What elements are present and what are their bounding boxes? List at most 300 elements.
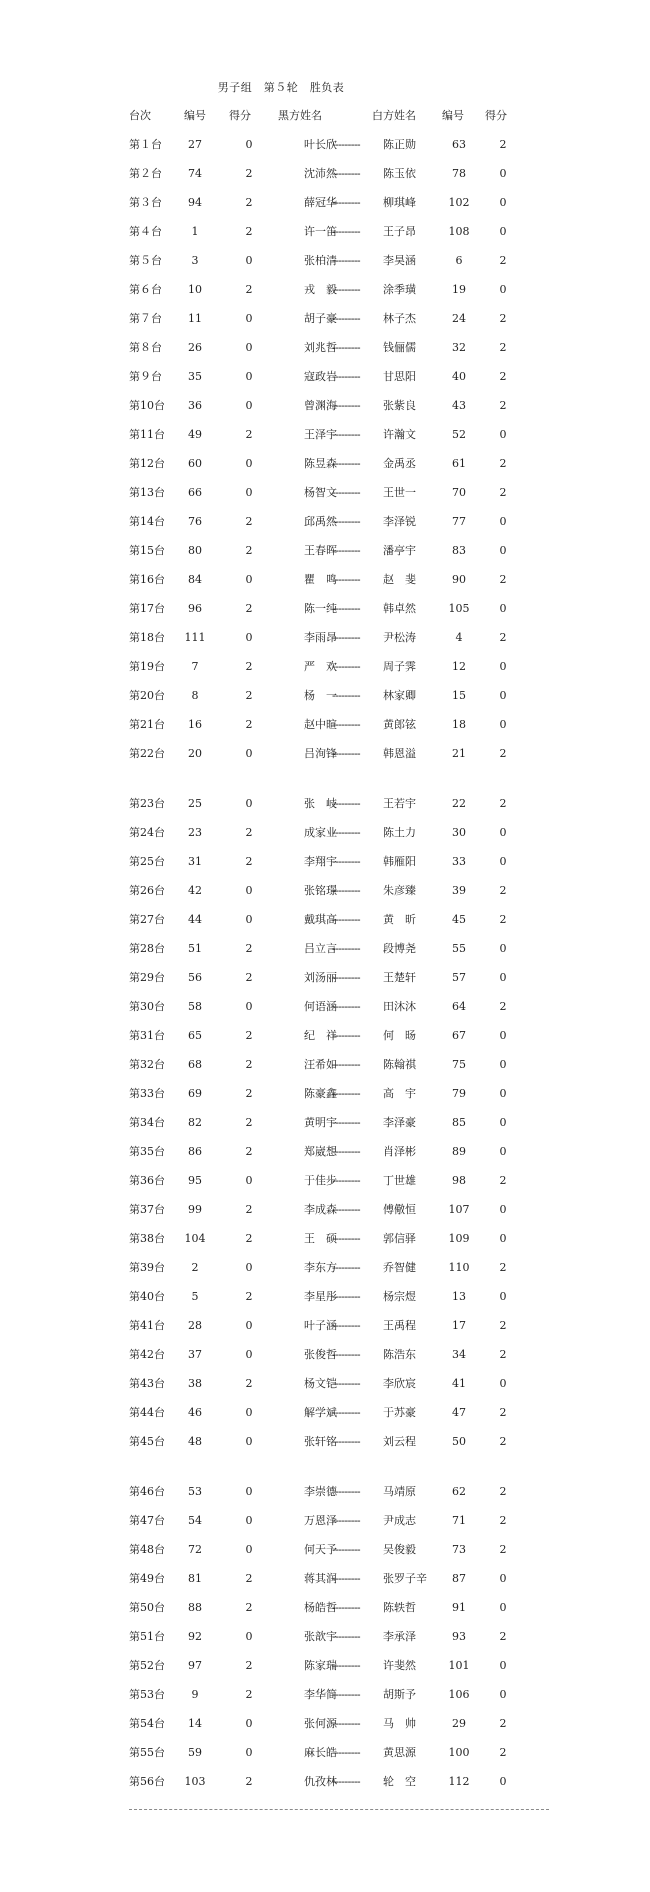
cell-black-no-text: 84 [188, 573, 202, 586]
cell-connector [332, 1572, 376, 1586]
cell-black-name: 沈沛然 [304, 167, 337, 180]
cell-connector [332, 1174, 376, 1188]
page-title: 男子组 第５轮 胜负表 [217, 81, 345, 94]
cell-connector [332, 1659, 376, 1673]
cell-connector-text: --------- [332, 1261, 361, 1274]
cell-connector-text: --------- [332, 1572, 361, 1585]
cell-black-no-text: 44 [188, 913, 202, 926]
cell-white-name: 金禹丞 [383, 457, 416, 470]
cell-black-score-text: 2 [245, 544, 253, 557]
cell-white-score-text: 0 [499, 1290, 507, 1303]
cell-white-score-text: 0 [499, 1688, 507, 1701]
cell-white-no-text: 67 [452, 1029, 466, 1042]
cell-board: 第２台 [129, 167, 162, 180]
cell-black-score-text: 2 [245, 689, 253, 702]
cell-black-score-text: 2 [245, 942, 253, 955]
cell-connector [332, 1319, 376, 1333]
cell-white-no-text: 71 [452, 1514, 466, 1527]
cell-board: 第８台 [129, 341, 162, 354]
cell-black-no-text: 111 [184, 631, 206, 644]
cell-connector-text: --------- [332, 718, 361, 731]
cell-white-no-text: 77 [452, 515, 466, 528]
cell-white-name: 尹成志 [383, 1514, 416, 1527]
cell-black-score-text: 2 [245, 1029, 253, 1042]
cell-connector-text: --------- [332, 855, 361, 868]
cell-black-no-text: 10 [188, 283, 202, 296]
cell-black-name: 麻长皓 [304, 1746, 337, 1759]
cell-black-name: 杨文铠 [304, 1377, 337, 1390]
cell-connector-text: --------- [332, 797, 361, 810]
cell-white-name: 马靖原 [383, 1485, 416, 1498]
cell-connector [332, 225, 376, 239]
cell-board: 第36台 [129, 1174, 165, 1187]
cell-board: 第10台 [129, 399, 165, 412]
cell-connector-text: --------- [332, 660, 361, 673]
cell-connector [332, 1775, 376, 1789]
cell-black-score-text: 0 [245, 797, 253, 810]
cell-connector-text: --------- [332, 428, 361, 441]
cell-white-name: 黄 昕 [383, 913, 416, 926]
cell-connector [332, 1514, 376, 1528]
cell-white-name: 段博尧 [383, 942, 416, 955]
cell-connector-text: --------- [332, 312, 361, 325]
cell-black-name: 何语涵 [304, 1000, 337, 1013]
cell-connector-text: --------- [332, 913, 361, 926]
cell-connector-text: --------- [332, 602, 361, 615]
cell-black-score-text: 2 [245, 826, 253, 839]
cell-white-score-text: 0 [499, 689, 507, 702]
cell-connector [332, 631, 376, 645]
cell-white-score-text: 2 [499, 399, 507, 412]
cell-black-no-text: 58 [188, 1000, 202, 1013]
cell-board: 第22台 [129, 747, 165, 760]
cell-black-no-text: 56 [188, 971, 202, 984]
cell-connector-text: --------- [332, 515, 361, 528]
cell-white-score-text: 2 [499, 1261, 507, 1274]
cell-white-name: 高 宇 [383, 1087, 416, 1100]
cell-white-score-text: 0 [499, 428, 507, 441]
cell-white-name: 柳琪峰 [383, 196, 416, 209]
cell-black-score-text: 2 [245, 1058, 253, 1071]
cell-connector-text: --------- [332, 1000, 361, 1013]
cell-board: 第16台 [129, 573, 165, 586]
cell-connector [332, 1261, 376, 1275]
cell-white-name: 吴俊毅 [383, 1543, 416, 1556]
cell-white-name: 王若宇 [383, 797, 416, 810]
cell-black-no-text: 1 [191, 225, 199, 238]
cell-connector [332, 428, 376, 442]
cell-black-score-text: 2 [245, 1087, 253, 1100]
cell-black-name: 瞿 鸣 [304, 573, 337, 586]
cell-white-score-text: 2 [499, 631, 507, 644]
cell-white-name: 丁世雄 [383, 1174, 416, 1187]
cell-white-no-text: 52 [452, 428, 466, 441]
cell-connector [332, 1630, 376, 1644]
cell-board: 第４台 [129, 225, 162, 238]
cell-connector [332, 515, 376, 529]
cell-black-name: 蒋其润 [304, 1572, 337, 1585]
cell-white-score-text: 2 [499, 486, 507, 499]
cell-black-name: 张俊哲 [304, 1348, 337, 1361]
cell-black-name: 胡子豪 [304, 312, 337, 325]
cell-black-score-text: 0 [245, 399, 253, 412]
cell-black-score-text: 2 [245, 1377, 253, 1390]
cell-black-no-text: 28 [188, 1319, 202, 1332]
cell-black-no-text: 37 [188, 1348, 202, 1361]
cell-white-no-text: 87 [452, 1572, 466, 1585]
cell-connector [332, 1203, 376, 1217]
cell-white-no-text: 78 [452, 167, 466, 180]
cell-board: 第13台 [129, 486, 165, 499]
cell-black-score-text: 2 [245, 602, 253, 615]
cell-connector [332, 747, 376, 761]
cell-black-name: 王 硕 [304, 1232, 337, 1245]
cell-board: 第50台 [129, 1601, 165, 1614]
cell-white-name: 王禹程 [383, 1319, 416, 1332]
cell-white-score-text: 0 [499, 1377, 507, 1390]
header-white-score: 得分 [485, 109, 507, 122]
bottom-divider [129, 1809, 549, 1810]
cell-white-name: 甘思阳 [383, 370, 416, 383]
cell-black-score-text: 2 [245, 1775, 253, 1788]
cell-black-no-text: 82 [188, 1116, 202, 1129]
cell-connector-text: --------- [332, 826, 361, 839]
cell-white-name: 林家卿 [383, 689, 416, 702]
cell-black-name: 李星彤 [304, 1290, 337, 1303]
cell-black-name: 赵中暄 [304, 718, 337, 731]
cell-white-score-text: 0 [499, 971, 507, 984]
cell-board: 第24台 [129, 826, 165, 839]
cell-white-no-text: 75 [452, 1058, 466, 1071]
cell-white-no-text: 13 [452, 1290, 466, 1303]
cell-black-score-text: 0 [245, 1543, 253, 1556]
cell-black-no-text: 65 [188, 1029, 202, 1042]
cell-black-no-text: 48 [188, 1435, 202, 1448]
cell-board: 第54台 [129, 1717, 165, 1730]
cell-connector-text: --------- [332, 1746, 361, 1759]
cell-white-no-text: 40 [452, 370, 466, 383]
cell-connector-text: --------- [332, 1232, 361, 1245]
cell-board: 第14台 [129, 515, 165, 528]
cell-black-score-text: 0 [245, 913, 253, 926]
cell-white-name: 张罗子辛 [383, 1572, 427, 1585]
cell-white-score-text: 2 [499, 254, 507, 267]
cell-connector [332, 1435, 376, 1449]
cell-black-name: 李崇德 [304, 1485, 337, 1498]
cell-white-score-text: 2 [499, 370, 507, 383]
cell-board: 第38台 [129, 1232, 165, 1245]
cell-white-score-text: 0 [499, 855, 507, 868]
cell-white-score-text: 0 [499, 1601, 507, 1614]
cell-black-score-text: 0 [245, 1485, 253, 1498]
cell-white-no-text: 89 [452, 1145, 466, 1158]
cell-white-name: 尹松涛 [383, 631, 416, 644]
cell-black-no-text: 99 [188, 1203, 202, 1216]
cell-board: 第20台 [129, 689, 165, 702]
cell-black-score-text: 0 [245, 1348, 253, 1361]
cell-black-no-text: 26 [188, 341, 202, 354]
cell-connector [332, 457, 376, 471]
cell-connector [332, 942, 376, 956]
cell-white-name: 钱俪儒 [383, 341, 416, 354]
cell-white-no-text: 6 [455, 254, 463, 267]
cell-black-no-text: 81 [188, 1572, 202, 1585]
cell-board: 第32台 [129, 1058, 165, 1071]
cell-black-score-text: 0 [245, 312, 253, 325]
cell-white-score-text: 0 [499, 1058, 507, 1071]
cell-white-no-text: 29 [452, 1717, 466, 1730]
cell-black-name: 陈豪鑫 [304, 1087, 337, 1100]
cell-white-no-text: 107 [448, 1203, 470, 1216]
cell-black-name: 于佳步 [304, 1174, 337, 1187]
cell-white-score-text: 2 [499, 1000, 507, 1013]
cell-black-score-text: 2 [245, 1572, 253, 1585]
cell-black-no-text: 7 [191, 660, 199, 673]
cell-black-no-text: 92 [188, 1630, 202, 1643]
cell-white-name: 朱彦臻 [383, 884, 416, 897]
cell-white-name: 王楚轩 [383, 971, 416, 984]
cell-connector [332, 1116, 376, 1130]
cell-board: 第33台 [129, 1087, 165, 1100]
cell-black-name: 李华简 [304, 1688, 337, 1701]
cell-connector-text: --------- [332, 1145, 361, 1158]
cell-connector [332, 1232, 376, 1246]
cell-black-score-text: 0 [245, 1261, 253, 1274]
cell-board: 第42台 [129, 1348, 165, 1361]
cell-connector [332, 1543, 376, 1557]
cell-white-name: 林子杰 [383, 312, 416, 325]
cell-black-score-text: 2 [245, 225, 253, 238]
cell-black-no-text: 80 [188, 544, 202, 557]
cell-black-no-text: 96 [188, 602, 202, 615]
cell-black-score-text: 0 [245, 457, 253, 470]
cell-white-no-text: 33 [452, 855, 466, 868]
cell-connector [332, 196, 376, 210]
cell-white-name: 潘亭宇 [383, 544, 416, 557]
cell-black-no-text: 51 [188, 942, 202, 955]
cell-black-score-text: 0 [245, 1174, 253, 1187]
cell-connector [332, 138, 376, 152]
cell-black-name: 陈一纯 [304, 602, 337, 615]
cell-black-no-text: 76 [188, 515, 202, 528]
cell-board: 第53台 [129, 1688, 165, 1701]
cell-connector-text: --------- [332, 1630, 361, 1643]
cell-connector [332, 370, 376, 384]
cell-black-name: 薛冠华 [304, 196, 337, 209]
cell-black-no-text: 38 [188, 1377, 202, 1390]
cell-white-score-text: 0 [499, 942, 507, 955]
cell-white-score-text: 0 [499, 196, 507, 209]
cell-black-no-text: 31 [188, 855, 202, 868]
cell-board: 第31台 [129, 1029, 165, 1042]
cell-black-name: 仇孜林 [304, 1775, 337, 1788]
cell-black-score-text: 0 [245, 1406, 253, 1419]
cell-white-no-text: 106 [448, 1688, 470, 1701]
cell-board: 第41台 [129, 1319, 165, 1332]
cell-black-score-text: 0 [245, 370, 253, 383]
cell-white-score-text: 0 [499, 602, 507, 615]
cell-board: 第３台 [129, 196, 162, 209]
cell-board: 第29台 [129, 971, 165, 984]
cell-white-no-text: 62 [452, 1485, 466, 1498]
cell-black-score-text: 0 [245, 1514, 253, 1527]
cell-connector [332, 1717, 376, 1731]
cell-black-name: 吕洵锋 [304, 747, 337, 760]
cell-connector-text: --------- [332, 1543, 361, 1556]
cell-connector-text: --------- [332, 225, 361, 238]
cell-connector-text: --------- [332, 283, 361, 296]
cell-white-score-text: 0 [499, 1572, 507, 1585]
cell-black-name: 刘兆哲 [304, 341, 337, 354]
cell-connector-text: --------- [332, 573, 361, 586]
cell-black-name: 许一笛 [304, 225, 337, 238]
cell-white-no-text: 64 [452, 1000, 466, 1013]
cell-black-no-text: 42 [188, 884, 202, 897]
cell-connector-text: --------- [332, 1377, 361, 1390]
cell-black-name: 王泽宇 [304, 428, 337, 441]
cell-white-score-text: 0 [499, 1203, 507, 1216]
cell-black-name: 寇政岩 [304, 370, 337, 383]
cell-black-no-text: 68 [188, 1058, 202, 1071]
cell-connector [332, 1688, 376, 1702]
cell-black-score-text: 2 [245, 718, 253, 731]
cell-board: 第47台 [129, 1514, 165, 1527]
header-white-name: 白方姓名 [372, 109, 416, 122]
cell-board: 第７台 [129, 312, 162, 325]
cell-connector-text: --------- [332, 196, 361, 209]
cell-board: 第48台 [129, 1543, 165, 1556]
cell-white-no-text: 83 [452, 544, 466, 557]
cell-black-score-text: 0 [245, 1435, 253, 1448]
cell-board: 第23台 [129, 797, 165, 810]
cell-white-name: 许瀚文 [383, 428, 416, 441]
cell-connector-text: --------- [332, 884, 361, 897]
cell-white-score-text: 2 [499, 1435, 507, 1448]
cell-board: 第21台 [129, 718, 165, 731]
cell-board: 第44台 [129, 1406, 165, 1419]
cell-connector [332, 1377, 376, 1391]
cell-board: 第27台 [129, 913, 165, 926]
cell-connector [332, 486, 376, 500]
cell-connector-text: --------- [332, 1717, 361, 1730]
cell-connector [332, 1348, 376, 1362]
cell-white-no-text: 50 [452, 1435, 466, 1448]
cell-white-name: 马 帅 [383, 1717, 416, 1730]
header-black-name: 黑方姓名 [278, 109, 322, 122]
cell-connector [332, 167, 376, 181]
cell-white-no-text: 24 [452, 312, 466, 325]
cell-black-name: 杨 一 [304, 689, 337, 702]
cell-white-no-text: 73 [452, 1543, 466, 1556]
cell-white-no-text: 39 [452, 884, 466, 897]
cell-black-no-text: 53 [188, 1485, 202, 1498]
cell-white-name: 李泽锐 [383, 515, 416, 528]
cell-white-name: 李欣宸 [383, 1377, 416, 1390]
cell-white-no-text: 85 [452, 1116, 466, 1129]
cell-black-no-text: 36 [188, 399, 202, 412]
cell-black-no-text: 35 [188, 370, 202, 383]
cell-white-score-text: 2 [499, 1630, 507, 1643]
cell-white-no-text: 112 [448, 1775, 470, 1788]
cell-black-no-text: 23 [188, 826, 202, 839]
cell-white-name: 陈玉依 [383, 167, 416, 180]
cell-connector [332, 1145, 376, 1159]
cell-black-no-text: 95 [188, 1174, 202, 1187]
cell-black-name: 陈昱森 [304, 457, 337, 470]
cell-black-score-text: 0 [245, 486, 253, 499]
cell-white-no-text: 55 [452, 942, 466, 955]
cell-connector [332, 797, 376, 811]
cell-black-no-text: 8 [191, 689, 199, 702]
cell-black-score-text: 2 [245, 428, 253, 441]
cell-board: 第６台 [129, 283, 162, 296]
cell-connector-text: --------- [332, 1659, 361, 1672]
cell-black-score-text: 2 [245, 196, 253, 209]
cell-white-no-text: 79 [452, 1087, 466, 1100]
cell-black-score-text: 2 [245, 1290, 253, 1303]
cell-white-score-text: 2 [499, 457, 507, 470]
cell-black-name: 张何源 [304, 1717, 337, 1730]
cell-connector-text: --------- [332, 1601, 361, 1614]
cell-board: 第30台 [129, 1000, 165, 1013]
cell-white-no-text: 91 [452, 1601, 466, 1614]
cell-black-score-text: 0 [245, 631, 253, 644]
cell-connector [332, 971, 376, 985]
cell-black-no-text: 103 [184, 1775, 206, 1788]
cell-white-name: 涂季璜 [383, 283, 416, 296]
cell-black-no-text: 16 [188, 718, 202, 731]
cell-white-score-text: 0 [499, 1116, 507, 1129]
cell-white-name: 许斐然 [383, 1659, 416, 1672]
cell-white-no-text: 47 [452, 1406, 466, 1419]
cell-black-no-text: 14 [188, 1717, 202, 1730]
cell-board: 第１台 [129, 138, 162, 151]
cell-black-name: 戎 毅 [304, 283, 337, 296]
cell-connector [332, 689, 376, 703]
cell-board: 第18台 [129, 631, 165, 644]
cell-connector [332, 573, 376, 587]
header-board: 台次 [129, 109, 151, 122]
cell-white-name: 黄思源 [383, 1746, 416, 1759]
cell-connector [332, 399, 376, 413]
cell-white-name: 王子昂 [383, 225, 416, 238]
cell-black-score-text: 2 [245, 1659, 253, 1672]
cell-black-no-text: 104 [184, 1232, 206, 1245]
cell-connector [332, 254, 376, 268]
cell-black-name: 李雨昂 [304, 631, 337, 644]
cell-white-no-text: 100 [448, 1746, 470, 1759]
cell-connector [332, 1029, 376, 1043]
cell-white-score-text: 0 [499, 718, 507, 731]
cell-white-score-text: 2 [499, 797, 507, 810]
cell-black-name: 戴琪高 [304, 913, 337, 926]
cell-connector-text: --------- [332, 1058, 361, 1071]
cell-white-score-text: 2 [499, 1717, 507, 1730]
cell-connector [332, 1058, 376, 1072]
cell-connector-text: --------- [332, 370, 361, 383]
cell-white-no-text: 93 [452, 1630, 466, 1643]
cell-black-name: 邱禹然 [304, 515, 337, 528]
cell-white-score-text: 0 [499, 225, 507, 238]
cell-white-no-text: 34 [452, 1348, 466, 1361]
cell-black-name: 张轩铭 [304, 1435, 337, 1448]
cell-white-score-text: 2 [499, 341, 507, 354]
cell-white-no-text: 30 [452, 826, 466, 839]
cell-board: 第９台 [129, 370, 162, 383]
cell-black-score-text: 0 [245, 1746, 253, 1759]
cell-board: 第55台 [129, 1746, 165, 1759]
cell-black-no-text: 66 [188, 486, 202, 499]
